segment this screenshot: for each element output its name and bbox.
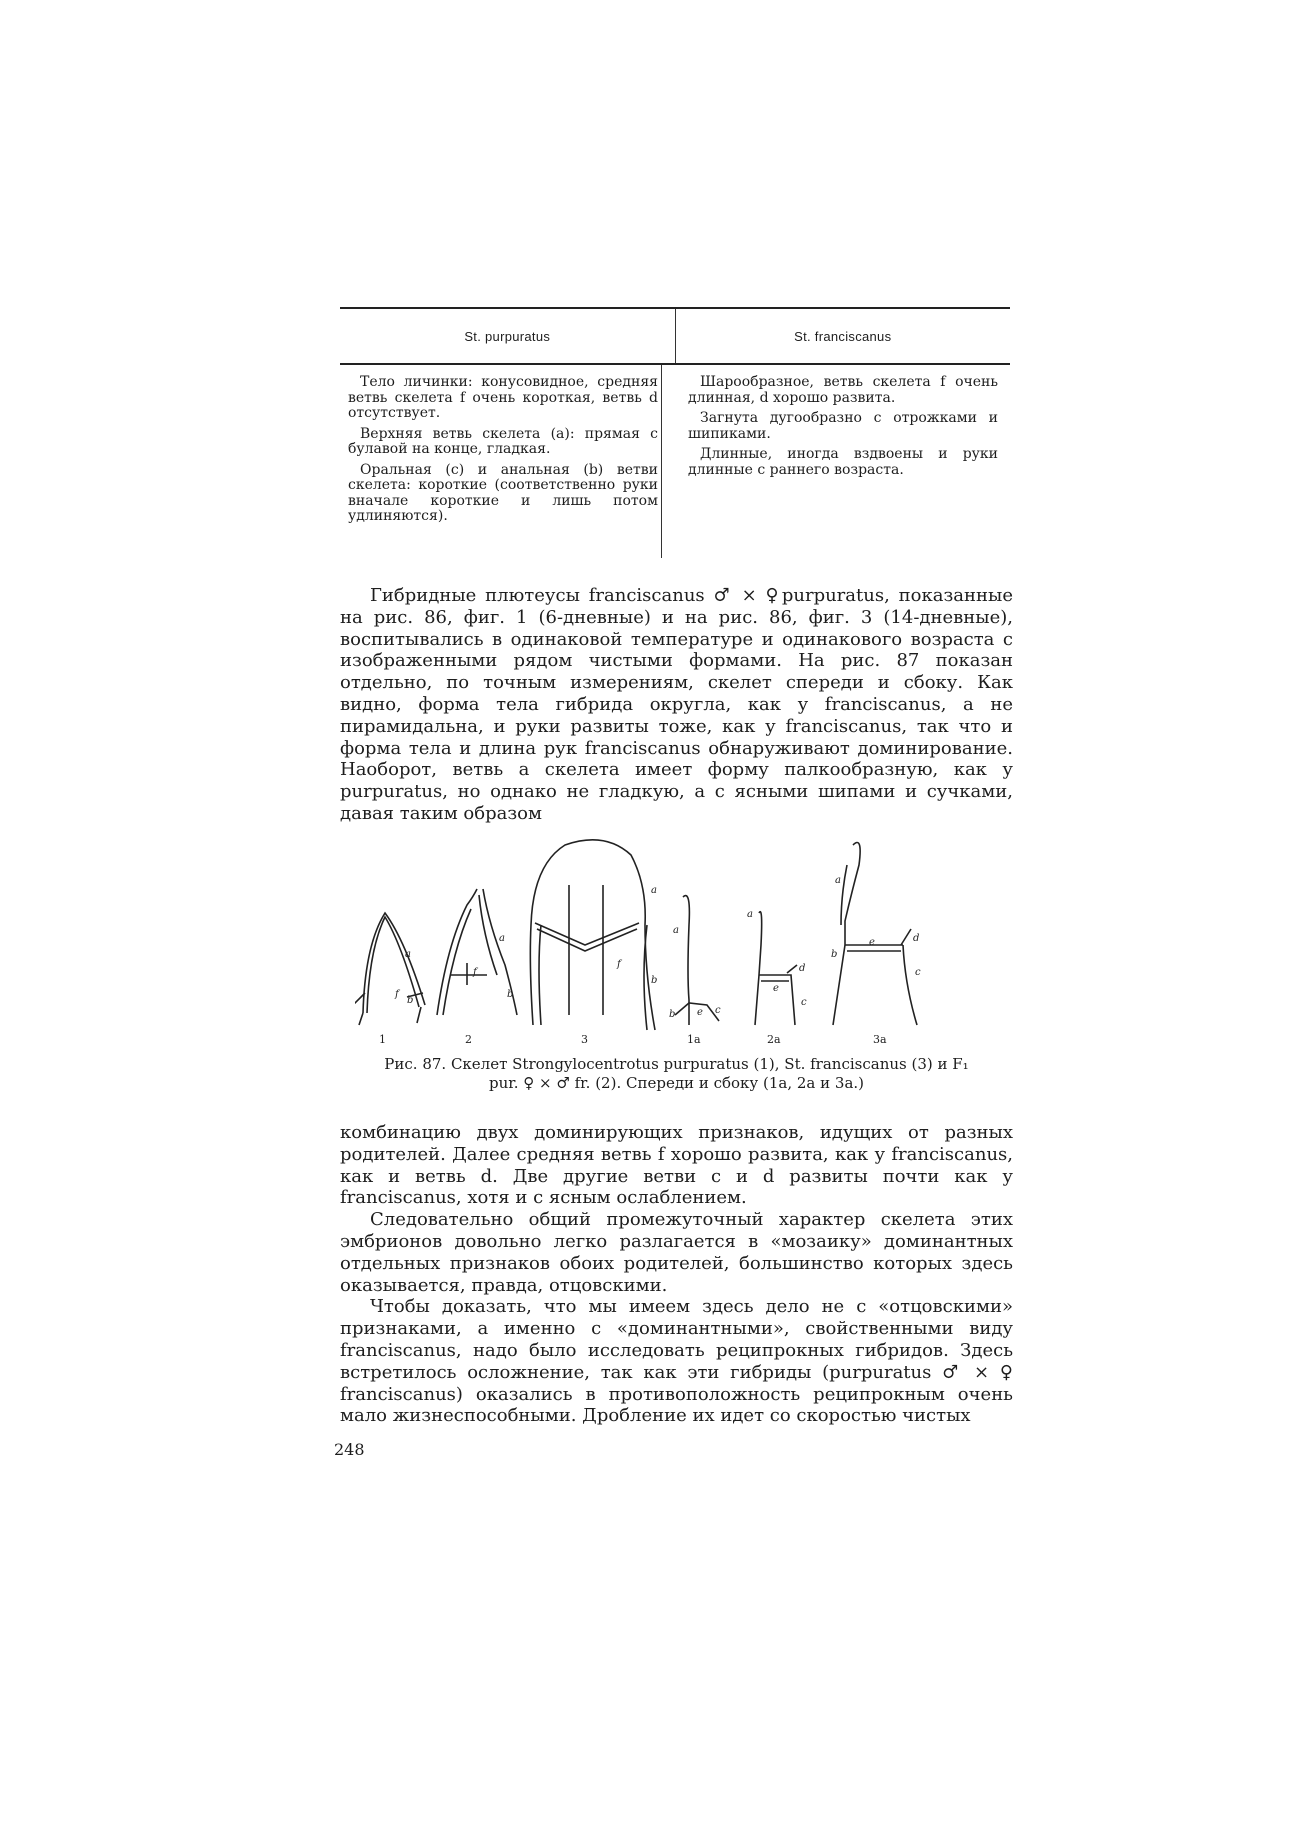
figure-87 (355, 825, 1005, 1047)
cell-left-3: Оральная (c) и анальная (b) ветви скелета: короткие (соответственно руки вначале короткие и лишь потом удлиняются). (348, 461, 658, 524)
svg-text:3a: 3a (873, 1033, 887, 1046)
body-text-bottom (340, 1122, 1013, 1427)
svg-text:f: f (617, 959, 621, 970)
skeleton-drawings (355, 825, 1005, 1047)
svg-text:f: f (473, 967, 477, 978)
svg-text:e: e (869, 937, 875, 948)
svg-text:a: a (499, 933, 505, 944)
table-header (340, 309, 1010, 363)
cell-right-1: Шарообразное, ветвь скелета f очень длинная, d хорошо развита. (688, 374, 998, 406)
svg-text:1a: 1a (687, 1033, 701, 1046)
table-body (340, 365, 1010, 530)
svg-text:a: a (651, 885, 657, 896)
cell-right-2: Загнута дугообразно с отрожками и шипиками. (688, 410, 998, 442)
paragraph-hybrids: Гибридные плютеусы franciscanus ♂ × ♀purpuratus, показанные на рис. 86, фиг. 1 (6-дневные) и на рис. 86, фиг. 3 (14-дневные), воспитывались в одинаковой температуре и одинакового возраста с изображенными рядом чистыми формами. На рис. 87 показан отдельно, по точным измерениям, скелет спереди и сбоку. Как видно, форма тела гибрида округла, как у franciscanus, а не пирамидальна, и руки развиты тоже, как у franciscanus, так что и форма тела и длина рук franciscanus обнаруживают доминирование. Наоборот, ветвь a скелета имеет форму палкообразную, как у purpuratus, но однако не гладкую, а с ясными шипами и сучками, давая таким образом (340, 585, 1013, 824)
svg-text:a: a (673, 925, 679, 936)
svg-text:c: c (915, 967, 921, 978)
paragraph-combination: комбинацию двух доминирующих признаков, идущих от разных родителей. Далее средняя ветвь f хорошо развита, как у franciscanus, как и ветвь d. Две другие ветви c и d развиты почти как у franciscanus, хотя и с ясным ослаблением. (340, 1122, 1013, 1209)
svg-text:b: b (507, 989, 514, 1000)
body-text-top (340, 585, 1013, 825)
svg-text:a: a (835, 875, 841, 886)
svg-text:3: 3 (581, 1033, 588, 1046)
column-purpuratus (340, 365, 672, 530)
drawing-3a (831, 843, 921, 1047)
svg-text:2a: 2a (767, 1033, 781, 1046)
cell-left-1: Тело личинки: конусовидное, средняя ветвь скелета f очень короткая, ветвь d отсутствует. (348, 374, 658, 421)
drawing-1 (355, 913, 425, 1046)
svg-text:b: b (407, 995, 414, 1006)
svg-text:c: c (715, 1005, 721, 1016)
svg-text:c: c (801, 997, 807, 1008)
svg-text:d: d (799, 963, 806, 974)
page-number: 248 (334, 1440, 365, 1459)
paragraph-mosaic: Следовательно общий промежуточный характер скелета этих эмбрионов довольно легко разлагается в «мозаику» доминантных отдельных признаков обоих родителей, большинство которых здесь оказывается, правда, отцовскими. (340, 1209, 1013, 1296)
cell-left-2: Верхняя ветвь скелета (a): прямая с булавой на конце, гладкая. (348, 425, 658, 457)
svg-text:d: d (913, 933, 920, 944)
svg-text:b: b (669, 1009, 676, 1020)
comparison-table (340, 307, 1010, 530)
cell-right-3: Длинные, иногда вздвоены и руки длинные с раннего возраста. (688, 446, 998, 478)
column-franciscanus (672, 365, 1010, 530)
header-purpuratus: St. purpuratus (464, 328, 551, 344)
drawing-2 (437, 889, 517, 1046)
column-divider (661, 365, 662, 558)
caption-line-1: Рис. 87. Скелет Strongylocentrotus purpuratus (1), St. franciscanus (3) и F₁ (384, 1055, 969, 1073)
svg-text:2: 2 (465, 1033, 472, 1046)
svg-text:b: b (831, 949, 838, 960)
header-franciscanus: St. franciscanus (794, 328, 892, 344)
drawing-2a (747, 909, 807, 1046)
figure-caption (340, 1055, 1013, 1093)
drawing-3 (530, 840, 657, 1046)
svg-text:a: a (747, 909, 753, 920)
svg-text:a: a (405, 949, 411, 960)
drawing-1a (669, 896, 721, 1046)
svg-text:f: f (395, 989, 399, 1000)
paragraph-reciprocal: Чтобы доказать, что мы имеем здесь дело не с «отцовскими» признаками, а именно с «доминантными», свойственными виду franciscanus, надо было исследовать реципрокных гибридов. Здесь встретилось осложнение, так как эти гибриды (purpuratus ♂ × ♀ franciscanus) оказались в противоположность реципрокным очень мало жизнеспособными. Дробление их идет со скоростью чистых (340, 1296, 1013, 1427)
svg-text:e: e (697, 1007, 703, 1018)
svg-text:b: b (651, 975, 658, 986)
svg-text:e: e (773, 983, 779, 994)
svg-text:1: 1 (379, 1033, 386, 1046)
caption-line-2: pur. ♀ × ♂ fr. (2). Спереди и сбоку (1a, 2a и 3a.) (488, 1074, 865, 1092)
